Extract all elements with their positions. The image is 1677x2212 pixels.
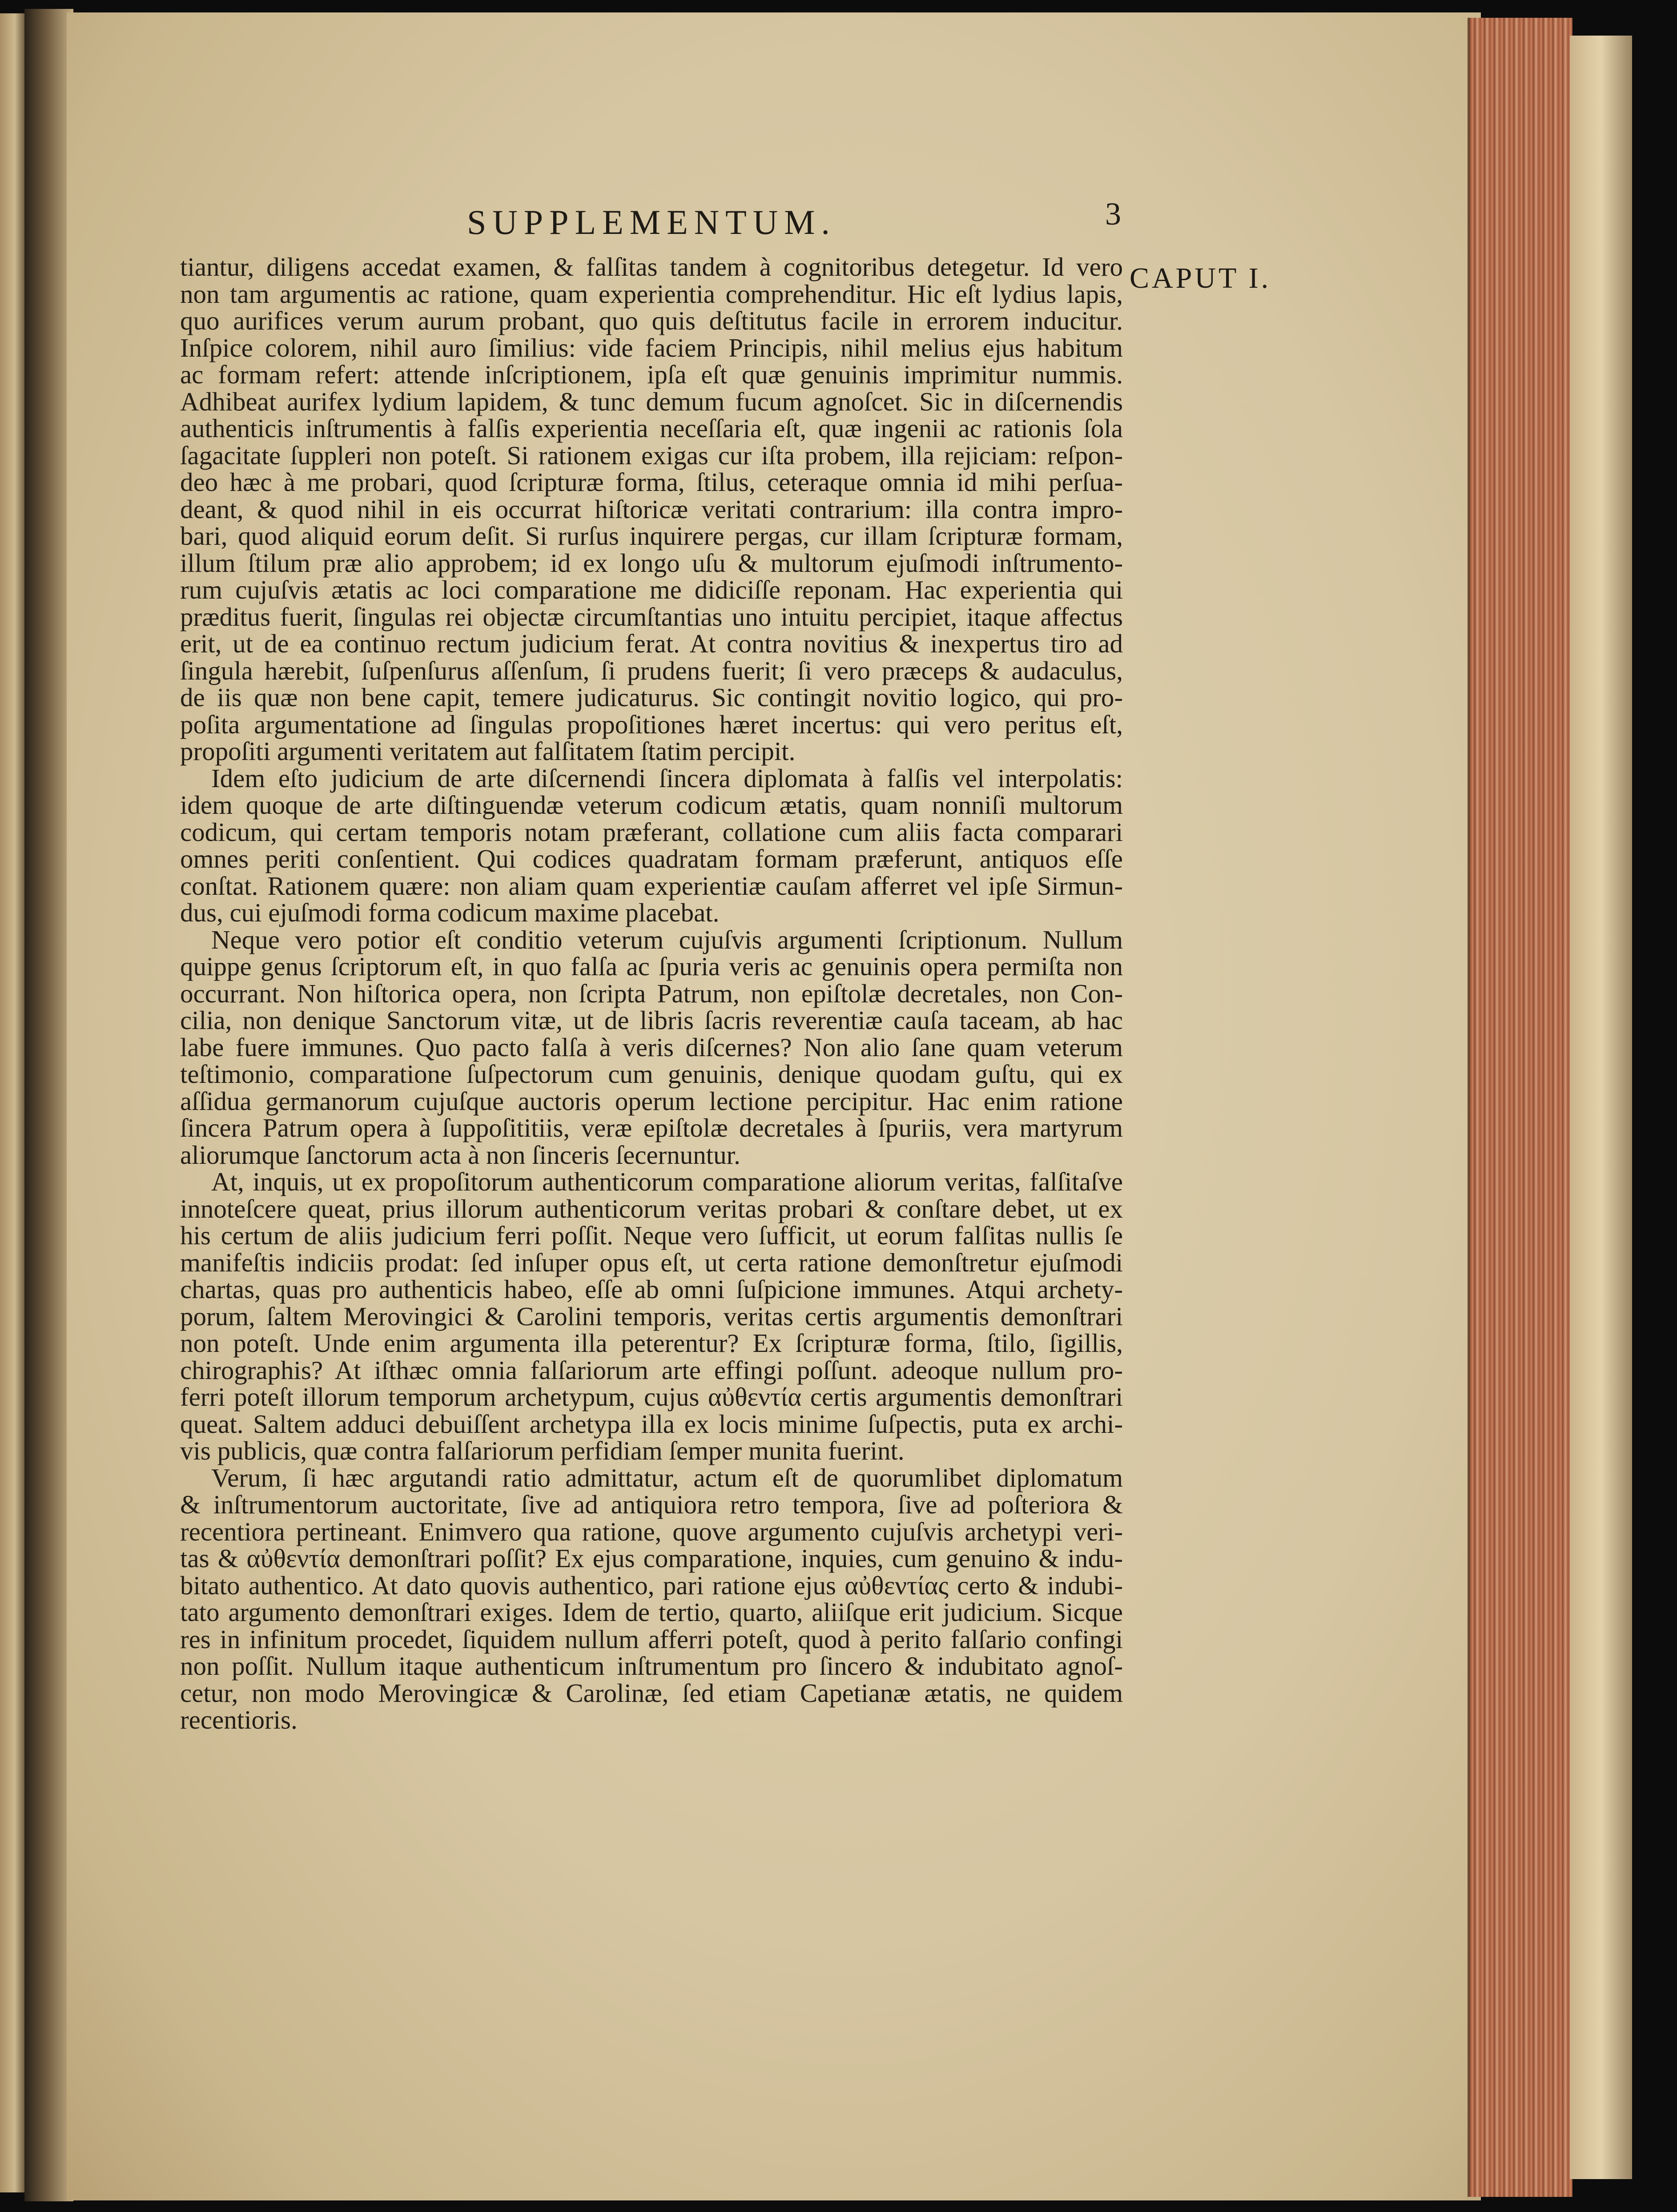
text-line: quippe genus ſcriptorum eſt, in quo falſa ac ſpuria veris ac genuinis opera permiſta non (180, 952, 1123, 981)
text-line: recentioris. (180, 1705, 298, 1734)
left-page-edge (0, 13, 27, 2192)
text-line: chartas, quas pro authenticis habeo, eſſe ab omni ſuſpicione immunes. Atqui archety- (180, 1275, 1123, 1304)
text-line: ſingula hærebit, ſuſpenſurus aſſenſum, ſi prudens fuerit; ſi vero præceps & audaculus, (180, 656, 1123, 685)
text-line: tato argumento demonſtrari exiges. Idem de tertio, quarto, aliiſque erit judicium. Sicque (180, 1597, 1123, 1627)
text-line: cilia, non denique Sanctorum vitæ, ut de libris ſacris reverentiæ cauſa taceam, ab hac (180, 1005, 1123, 1035)
text-line: conſtat. Rationem quære: non aliam quam experientiæ cauſam afferret vel ipſe Sirmun- (180, 871, 1123, 901)
text-line: his certum de aliis judicium ferri poſſit. Neque vero ſufficit, ut eorum falſitas nullis ſe (180, 1221, 1123, 1250)
text-line: porum, ſaltem Merovingici & Carolini temporis, veritas certis argumentis demonſtrari (180, 1301, 1123, 1331)
text-line: præditus fuerit, ſingulas rei objectæ circumſtantias uno intuitu percipiet, itaque affectus (180, 602, 1123, 631)
text-line: codicum, qui certam temporis notam præferant, collatione cum aliis facta comparari (180, 817, 1123, 847)
text-line: Verum, ſi hæc argutandi ratio admittatur, actum eſt de quorumlibet diplomatum (211, 1463, 1123, 1492)
text-line: idem quoque de arte diſtinguendæ veterum codicum ætatis, quam nonniſi multorum (180, 790, 1123, 820)
text-line: Inſpice colorem, nihil auro ſimilius: vide faciem Principis, nihil melius ejus habitum (180, 333, 1123, 362)
text-line: queat. Saltem adduci debuiſſent archetypa illa ex locis minime ſuſpectis, puta ex archi- (180, 1409, 1123, 1439)
text-line: At, inquis, ut ex propoſitorum authenticorum comparatione aliorum veritas, falſitaſve (211, 1167, 1123, 1196)
text-line: aliorumque ſanctorum acta à non ſinceris ſecernuntur. (180, 1140, 740, 1170)
cover-edge (1570, 36, 1632, 2179)
text-line: poſita argumentatione ad ſingulas propoſitiones hæret incertus: qui vero peritus eſt, (180, 709, 1123, 739)
text-line: ferri poteſt illorum temporum archetypum, cujus αὐθεντία certis argumentis demonſtrari (180, 1382, 1123, 1412)
text-line: erit, ut de ea continuo rectum judicium ferat. At contra novitius & inexpertus tiro ad (180, 629, 1123, 658)
text-line: illum ſtilum præ alio approbem; id ex longo uſu & multorum ejuſmodi inſtrumento- (180, 548, 1123, 578)
text-line: dus, cui ejuſmodi forma codicum maxime placebat. (180, 898, 720, 927)
text-line: res in infinitum procedet, ſiquidem nullum afferri poteſt, quod à perito falſario confingi (180, 1624, 1123, 1654)
text-line: ac formam refert: attende inſcriptionem, ipſa eſt quæ genuinis imprimitur nummis. (180, 360, 1123, 389)
text-line: quo aurifices verum aurum probant, quo quis deſtitutus facile in errorem inducitur. (180, 306, 1123, 335)
text-line: ſincera Patrum opera à ſuppoſititiis, veræ epiſtolæ decretales à ſpuriis, vera martyrum (180, 1113, 1123, 1142)
text-line: & inſtrumentorum auctoritate, ſive ad antiquiora retro tempora, ſive ad poſteriora & (180, 1490, 1123, 1519)
text-line: cetur, non modo Merovingicæ & Carolinæ, ſed etiam Capetianæ ætatis, ne quidem (180, 1678, 1123, 1708)
text-line: deant, & quod nihil in eis occurrat hiſtoricæ veritati contrarium: illa contra impro- (180, 494, 1123, 524)
text-line: occurrant. Non hiſtorica opera, non ſcripta Patrum, non epiſtolæ decretales, non Con- (180, 978, 1123, 1008)
text-line: de iis quæ non bene capit, temere judicaturus. Sic contingit novitio logico, qui pro- (180, 683, 1123, 712)
paragraph (180, 765, 1123, 926)
text-line: rum cujuſvis ætatis ac loci comparatione me didiciſſe reponam. Hac experientia qui (180, 575, 1123, 604)
text-line: bari, quod aliquid eorum deſit. Si rurſus inquirere pergas, cur illam ſcripturæ formam, (180, 521, 1123, 551)
text-line: propoſiti argumenti veritatem aut falſitatem ſtatim percipit. (180, 736, 796, 766)
paragraph (180, 1168, 1123, 1464)
text-line: non poſſit. Nullum itaque authenticum inſtrumentum pro ſincero & indubitato agnoſ- (180, 1651, 1123, 1681)
text-line: innoteſcere queat, prius illorum authenticorum veritas probari & conſtare debet, ut ex (180, 1194, 1123, 1223)
running-title: SUPPLEMENTUM. (467, 203, 836, 241)
text-line: tas & αὐθεντία demonſtrari poſſit? Ex ejus comparatione, inquies, cum genuino & indu- (180, 1544, 1123, 1573)
margin-chapter-note: CAPUT I. (1130, 262, 1271, 294)
text-line: aſſidua germanorum cujuſque auctoris operum lectione percipitur. Hac enim ratione (180, 1086, 1123, 1116)
text-line: recentiora pertineant. Enimvero qua ratione, quove argumento cujuſvis archetypi veri- (180, 1516, 1123, 1546)
body-text (180, 253, 1123, 1733)
paragraph (180, 1464, 1123, 1733)
gutter-shadow (24, 9, 73, 2201)
paragraph (180, 926, 1123, 1169)
text-line: vis publicis, quæ contra falſariorum perfidiam ſemper munita fuerint. (180, 1436, 905, 1465)
text-line: Neque vero potior eſt conditio veterum cujuſvis argumenti ſcriptionum. Nullum (211, 925, 1123, 954)
text-line: chirographis? At iſthæc omnia falſariorum arte effingi poſſunt. adeoque nullum pro- (180, 1355, 1123, 1385)
text-line: ſagacitate ſuppleri non poteſt. Si rationem exigas cur iſta probem, illa rejiciam: reſpon- (180, 440, 1123, 470)
paragraph (180, 253, 1123, 765)
fore-edge (1468, 18, 1572, 2197)
text-line: omnes periti conſentient. Qui codices quadratam formam præferunt, antiquos eſſe (180, 844, 1123, 873)
text-line: deo hæc à me probari, quod ſcripturæ forma, ſtilus, ceteraque omnia id mihi perſua- (180, 467, 1123, 497)
text-line: teſtimonio, comparatione ſuſpectorum cum genuinis, denique quodam guſtu, qui ex (180, 1059, 1123, 1089)
text-line: bitato authentico. At dato quovis authentico, pari ratione ejus αὐθεντίας certo & indubi- (180, 1570, 1123, 1600)
text-line: manifeſtis indiciis prodat: ſed inſuper opus eſt, ut certa ratione demonſtretur ejuſmodi (180, 1247, 1123, 1277)
text-line: tiantur, diligens accedat examen, & falſitas tandem à cognitoribus detegetur. Id vero (180, 252, 1123, 282)
text-line: non tam argumentis ac ratione, quam experientia comprehenditur. Hic eſt lydius lapis, (180, 279, 1123, 309)
page-number: 3 (1105, 196, 1121, 232)
text-line: Idem eſto judicium de arte diſcernendi ſincera diplomata à falſis vel interpolatis: (211, 763, 1123, 793)
text-line: labe fuere immunes. Quo pacto falſa à veris diſcernes? Non alio ſane quam veterum (180, 1032, 1123, 1062)
text-line: non poteſt. Unde enim argumenta illa peterentur? Ex ſcripturæ forma, ſtilo, ſigillis, (180, 1328, 1123, 1358)
text-line: Adhibeat aurifex lydium lapidem, & tunc demum fucum agnoſcet. Sic in diſcernendis (180, 386, 1123, 416)
text-line: authenticis inſtrumentis à falſis experientia neceſſaria eſt, quæ ingenii ac rationis ſola (180, 414, 1123, 443)
